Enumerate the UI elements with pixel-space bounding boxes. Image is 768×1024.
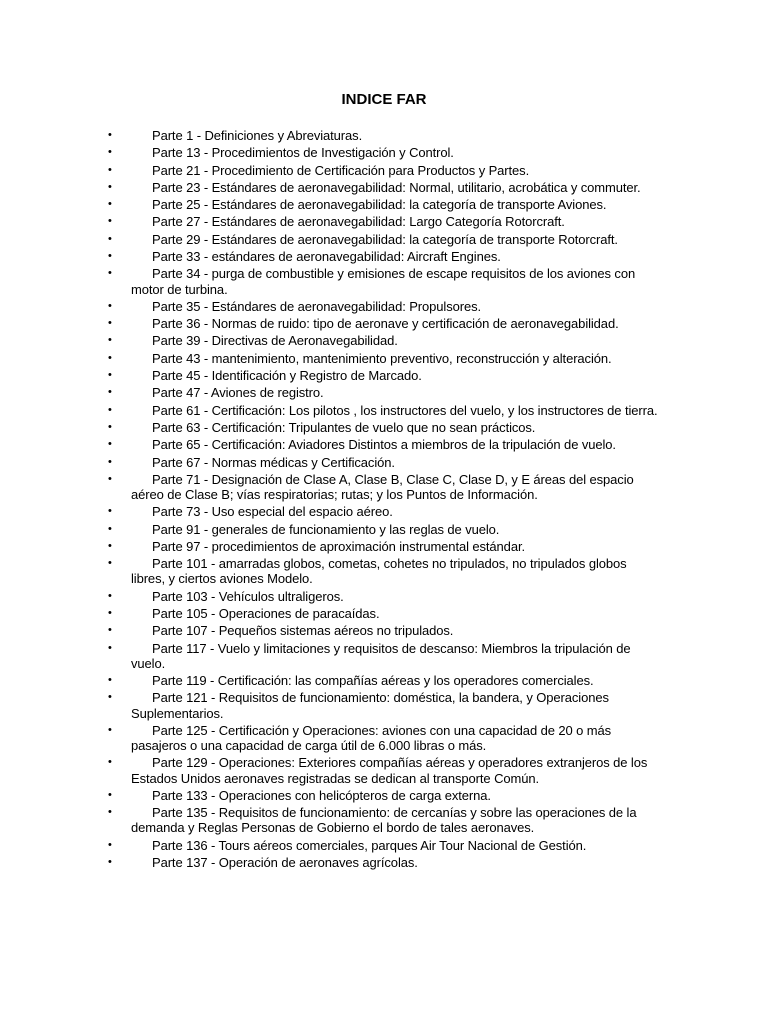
list-item (0, 455, 768, 470)
bullet-icon: • (108, 856, 112, 869)
list-item-text: Parte 61 - Certificación: Los pilotos , los instructores del vuelo, y los instructores de tierra. (152, 402, 658, 418)
list-item (0, 163, 768, 178)
bullet-icon: • (108, 250, 112, 263)
bullet-icon: • (108, 472, 112, 485)
list-item-text: Parte 97 - procedimientos de aproximación instrumental estándar. (152, 538, 525, 554)
bullet-icon: • (108, 539, 112, 552)
list-item-text: Parte 107 - Pequeños sistemas aéreos no tripulados. (152, 623, 454, 639)
list-item-text: Parte 91 - generales de funcionamiento y las reglas de vuelo. (152, 521, 500, 537)
bullet-icon: • (108, 674, 112, 687)
bullet-icon: • (108, 403, 112, 416)
list-item (0, 266, 768, 296)
list-item-text: Parte 47 - Aviones de registro. (152, 385, 324, 401)
list-item (0, 838, 768, 853)
list-item (0, 180, 768, 195)
bullet-icon: • (108, 557, 112, 570)
bullet-icon: • (108, 624, 112, 637)
list-item-text: Parte 34 - purga de combustible y emisiones de escape requisitos de los aviones con motor de turbina. (131, 266, 636, 297)
bullet-icon: • (108, 215, 112, 228)
bullet-icon: • (108, 420, 112, 433)
list-item (0, 805, 768, 835)
list-item (0, 333, 768, 348)
list-item (0, 788, 768, 803)
list-item (0, 232, 768, 247)
bullet-icon: • (108, 267, 112, 280)
list-item (0, 249, 768, 264)
list-item (0, 673, 768, 688)
list-item-text: Parte 1 - Definiciones y Abreviaturas. (152, 128, 363, 143)
bullet-icon: • (108, 522, 112, 535)
bullet-icon: • (108, 589, 112, 602)
list-item (0, 539, 768, 554)
document-title: INDICE FAR (341, 91, 427, 108)
bullet-icon: • (108, 641, 112, 654)
list-item-text: Parte 45 - Identificación y Registro de Marcado. (152, 368, 422, 384)
list-item-text: Parte 21 - Procedimiento de Certificación para Productos y Partes. (152, 162, 530, 178)
list-item (0, 556, 768, 586)
list-item-text: Parte 33 - estándares de aeronavegabilidad: Aircraft Engines. (152, 249, 501, 265)
list-item-text: Parte 136 - Tours aéreos comerciales, parques Air Tour Nacional de Gestión. (152, 837, 587, 853)
list-item-text: Parte 36 - Normas de ruido: tipo de aeronave y certificación de aeronavegabilidad. (152, 316, 619, 332)
bullet-icon: • (108, 756, 112, 769)
list-item-text: Parte 117 - Vuelo y limitaciones y requisitos de descanso: Miembros la tripulación de vuelo. (131, 640, 631, 671)
list-item (0, 641, 768, 671)
bullet-icon: • (108, 180, 112, 193)
bullet-icon: • (108, 299, 112, 312)
list-item-text: Parte 119 - Certificación: las compañías aéreas y los operadores comerciales. (152, 673, 594, 689)
list-item (0, 197, 768, 212)
bullet-icon: • (108, 317, 112, 330)
list-item-text: Parte 67 - Normas médicas y Certificación. (152, 454, 395, 470)
bullet-icon: • (108, 691, 112, 704)
list-item (0, 128, 768, 143)
list-item-text: Parte 35 - Estándares de aeronavegabilidad: Propulsores. (152, 298, 481, 314)
list-item (0, 472, 768, 502)
list-item-text: Parte 71 - Designación de Clase A, Clase B, Clase C, Clase D, y E áreas del espacio aéreo de Clase B; vías respiratorias; rutas; y los Puntos de Información. (131, 471, 634, 503)
list-item-text: Parte 137 - Operación de aeronaves agrícolas. (152, 855, 418, 871)
bullet-icon: • (108, 369, 112, 382)
list-item (0, 723, 768, 753)
list-item (0, 214, 768, 229)
list-item (0, 145, 768, 160)
bullet-icon: • (108, 129, 112, 141)
list-item (0, 755, 768, 785)
list-item (0, 522, 768, 537)
bullet-icon: • (108, 723, 112, 736)
list-item (0, 589, 768, 604)
bullet-icon: • (108, 334, 112, 347)
list-item-text: Parte 29 - Estándares de aeronavegabilidad: la categoría de transporte Rotorcraft. (152, 231, 618, 247)
list-item (0, 437, 768, 452)
bullet-icon: • (108, 386, 112, 399)
list-item (0, 351, 768, 366)
bullet-icon: • (108, 455, 112, 468)
bullet-icon: • (108, 806, 112, 819)
bullet-icon: • (108, 232, 112, 245)
list-item-text: Parte 105 - Operaciones de paracaídas. (152, 606, 380, 622)
list-item-text: Parte 39 - Directivas de Aeronavegabilidad. (152, 333, 398, 349)
list-item (0, 316, 768, 331)
bullet-icon: • (108, 163, 112, 176)
list-item (0, 623, 768, 638)
list-item (0, 368, 768, 383)
bullet-icon: • (108, 607, 112, 620)
bullet-icon: • (108, 505, 112, 518)
list-item-text: Parte 73 - Uso especial del espacio aéreo. (152, 504, 393, 520)
list-item-text: Parte 27 - Estándares de aeronavegabilidad: Largo Categoría Rotorcraft. (152, 214, 565, 230)
list-item-text: Parte 43 - mantenimiento, mantenimiento preventivo, reconstrucción y alteración. (152, 350, 612, 366)
list-item (0, 855, 768, 870)
list-item-text: Parte 121 - Requisitos de funcionamiento: doméstica, la bandera, y Operaciones Suplementarios. (131, 690, 609, 721)
list-item-text: Parte 101 - amarradas globos, cometas, cohetes no tripulados, no tripulados globos libres, y ciertos aviones Modelo. (131, 556, 627, 587)
list-item-text: Parte 25 - Estándares de aeronavegabilidad: la categoría de transporte Aviones. (152, 197, 607, 213)
list-item-text: Parte 103 - Vehículos ultraligeros. (152, 588, 344, 604)
bullet-icon: • (108, 838, 112, 851)
bullet-icon: • (108, 438, 112, 451)
list-item-text: Parte 13 - Procedimientos de Investigación y Control. (152, 145, 454, 161)
list-item-text: Parte 65 - Certificación: Aviadores Distintos a miembros de la tripulación de vuelo. (152, 437, 616, 453)
list-item (0, 403, 768, 418)
list-item-text: Parte 135 - Requisitos de funcionamiento: de cercanías y sobre las operaciones de la demanda y Reglas Personas de Gobierno el bordo de tales aeronaves. (131, 805, 637, 836)
list-item (0, 606, 768, 621)
list-item (0, 420, 768, 435)
list-item-text: Parte 125 - Certificación y Operaciones: aviones con una capacidad de 20 o más pasajeros o una capacidad de carga útil de 6.000 libras o más. (131, 722, 612, 754)
list-item-text: Parte 63 - Certificación: Tripulantes de vuelo que no sean prácticos. (152, 419, 536, 435)
list-item-text: Parte 23 - Estándares de aeronavegabilidad: Normal, utilitario, acrobática y commuter. (152, 179, 641, 195)
list-item (0, 504, 768, 519)
list-item-text: Parte 133 - Operaciones con helicópteros de carga externa. (152, 787, 491, 803)
bullet-icon: • (108, 146, 112, 159)
bullet-icon: • (108, 788, 112, 801)
list-item (0, 690, 768, 720)
list-item-text: Parte 129 - Operaciones: Exteriores compañías aéreas y operadores extranjeros de los Estados Unidos aeronaves registradas se dedican al transporte Común. (131, 755, 648, 786)
far-index-list (0, 128, 768, 872)
list-item (0, 385, 768, 400)
list-item (0, 299, 768, 314)
bullet-icon: • (108, 198, 112, 211)
bullet-icon: • (108, 351, 112, 364)
